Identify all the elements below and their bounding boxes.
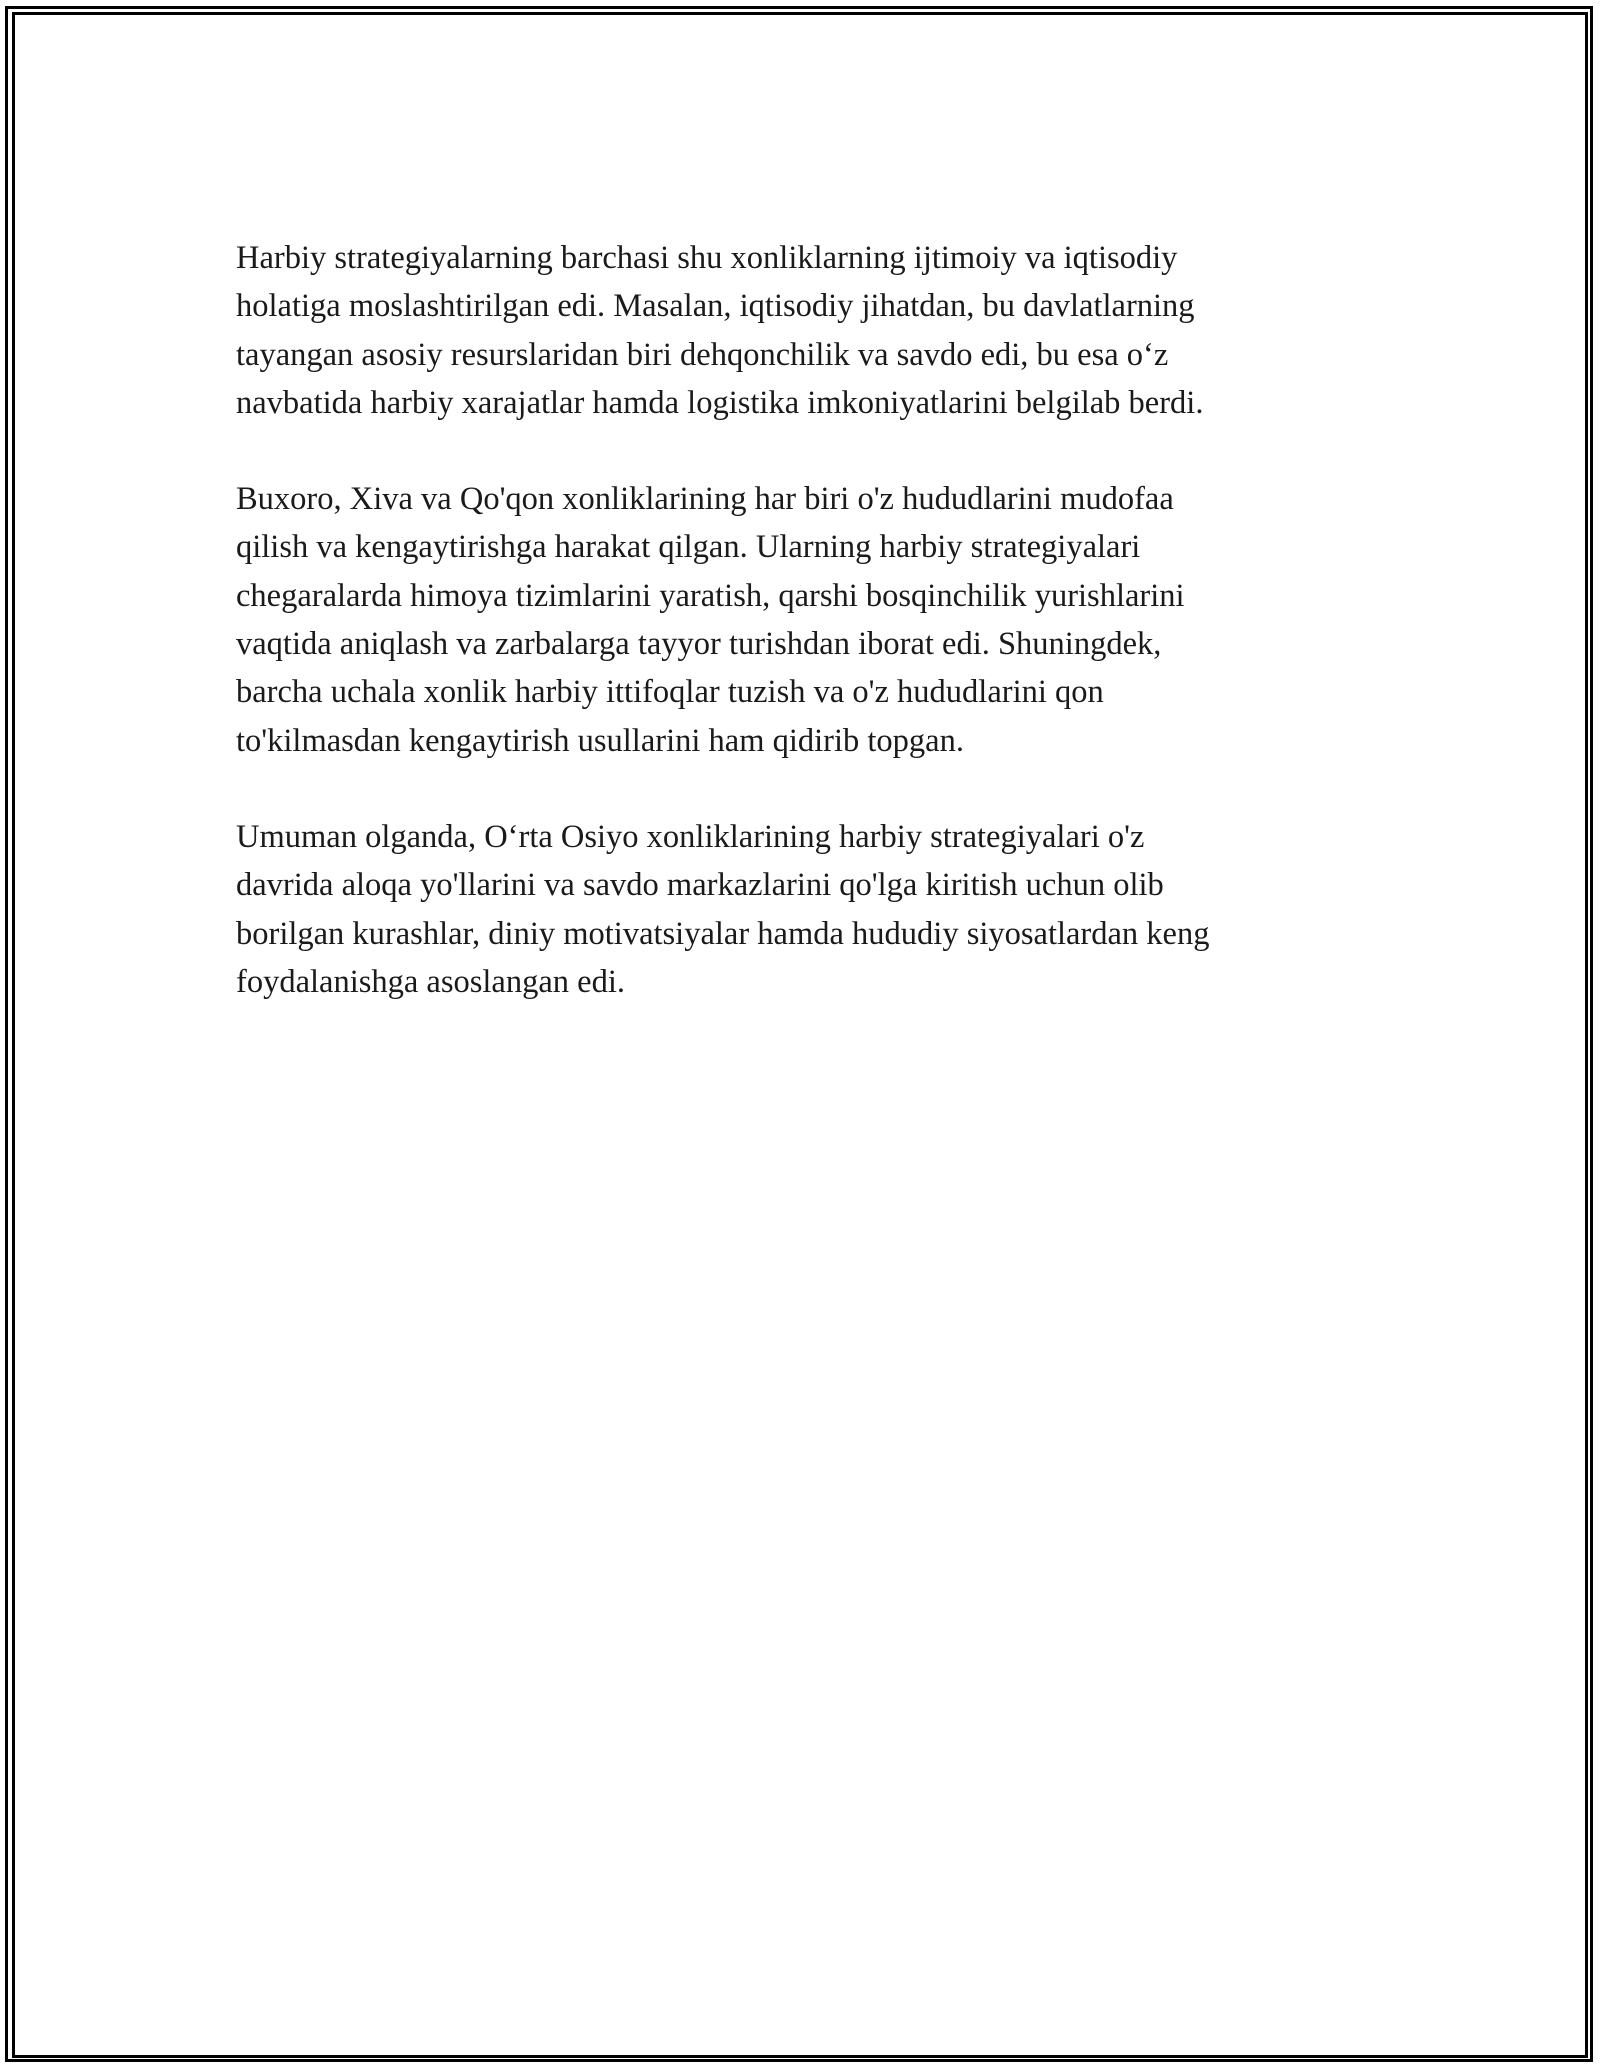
paragraph-1: Harbiy strategiyalarning barchasi shu xonliklarning ijtimoiy va iqtisodiy holatiga moslashtirilgan edi. Masalan, iqtisodiy jihatdan, bu davlatlarning tayangan asosiy resurslaridan biri dehqonchilik va savdo edi, bu esa o‘z navbatida harbiy xarajatlar hamda logistika imkoniyatlarini belgilab berdi. (236, 240, 1204, 421)
paragraph-3: Umuman olganda, O‘rta Osiyo xonliklarining harbiy strategiyalari o'z davrida aloqa yo'llarini va savdo markazlarini qo'lga kiritish uchun olib borilgan kurashlar, diniy motivatsiyalar hamda hududiy siyosatlardan keng foydalanishga asoslangan edi. (236, 818, 1210, 1000)
paragraph-2: Buxoro, Xiva va Qo'qon xonliklarining har biri o'z hududlarini mudofaa qilish va kengaytirishga harakat qilgan. Ularning harbiy strategiyalari chegaralarda himoya tizimlarini yaratish, qarshi bosqinchilik yurishlarini vaqtida aniqlash va zarbalarga tayyor turishdan iborat edi. Shuningdek, barcha uchala xonlik harbiy ittifoqlar tuzish va o'z hududlarini qon to'kilmasdan kengaytirish usullarini ham qidirib topgan. (236, 481, 1185, 759)
document-body (236, 234, 1366, 1054)
